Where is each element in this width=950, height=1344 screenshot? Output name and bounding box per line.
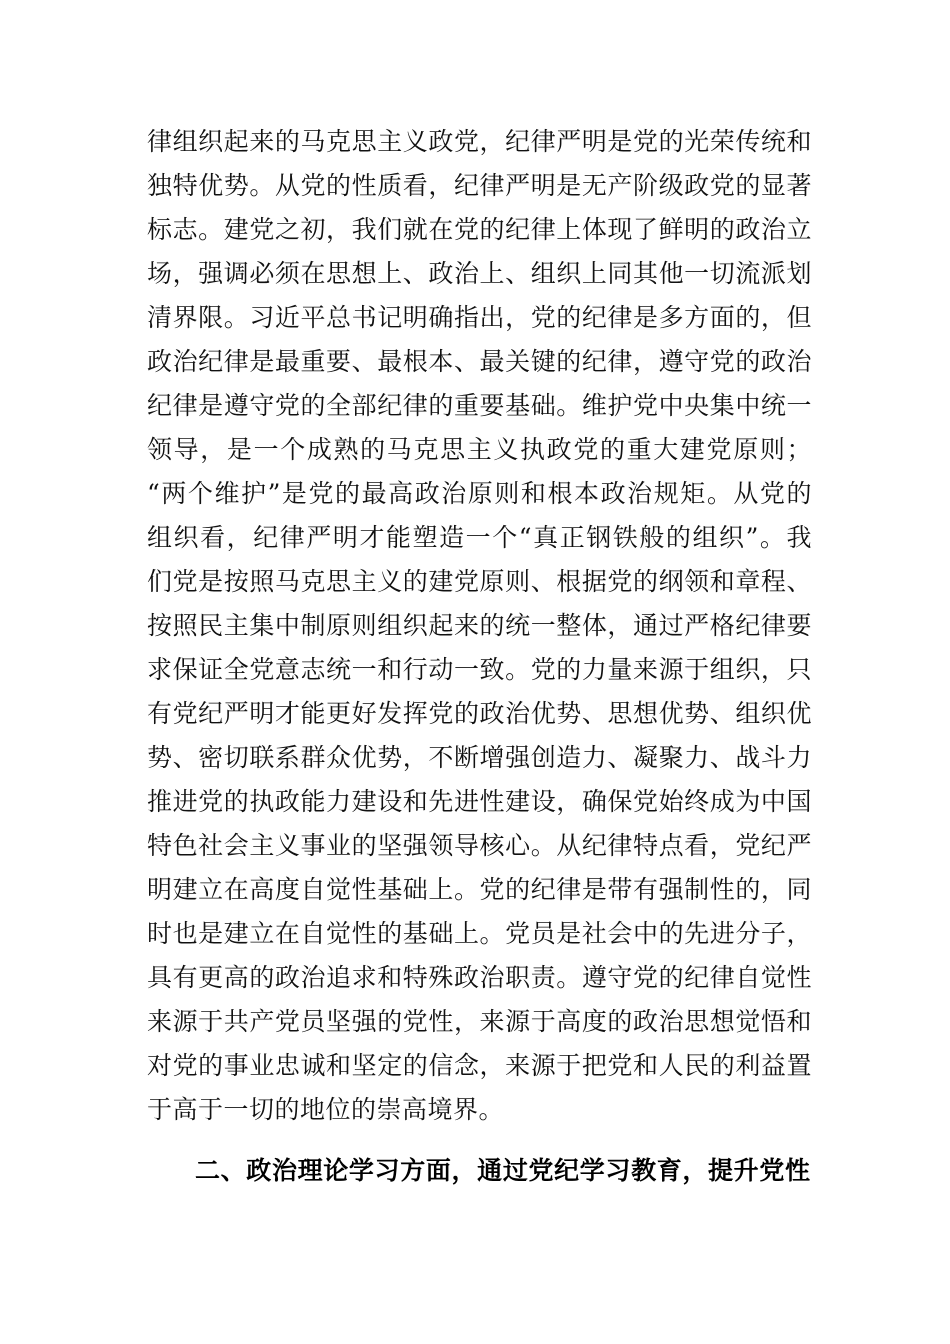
paragraph-line: 势、密切联系群众优势，不断增强创造力、凝聚力、战斗力 [147,743,812,772]
paragraph-line: 特色社会主义事业的坚强领导核心。从纪律特点看，党纪严 [147,831,812,860]
paragraph-line: 有党纪严明才能更好发挥党的政治优势、思想优势、组织优 [147,699,812,728]
paragraph-line: 对党的事业忠诚和坚定的信念，来源于把党和人民的利益置 [147,1051,812,1080]
section-heading: 二、政治理论学习方面，通过党纪学习教育，提升党性 [195,1156,810,1185]
body-paragraph [147,120,812,1132]
paragraph-line: 按照民主集中制原则组织起来的统一整体，通过严格纪律要 [147,611,812,640]
paragraph-line: 标志。建党之初，我们就在党的纪律上体现了鲜明的政治立 [147,215,812,244]
paragraph-line: 政治纪律是最重要、最根本、最关键的纪律，遵守党的政治 [147,347,812,376]
paragraph-line: 独特优势。从党的性质看，纪律严明是无产阶级政党的显著 [147,171,812,200]
paragraph-line: 场，强调必须在思想上、政治上、组织上同其他一切流派划 [147,259,812,288]
paragraph-line: 律组织起来的马克思主义政党，纪律严明是党的光荣传统和 [147,127,812,156]
paragraph-line: 时也是建立在自觉性的基础上。党员是社会中的先进分子， [147,919,812,948]
paragraph-line: 来源于共产党员坚强的党性，来源于高度的政治思想觉悟和 [147,1007,812,1036]
paragraph-line: 们党是按照马克思主义的建党原则、根据党的纲领和章程、 [147,567,812,596]
paragraph-line: 推进党的执政能力建设和先进性建设，确保党始终成为中国 [147,787,812,816]
paragraph-line: 纪律是遵守党的全部纪律的重要基础。维护党中央集中统一 [147,391,812,420]
paragraph-line: 求保证全党意志统一和行动一致。党的力量来源于组织，只 [147,655,812,684]
paragraph-line: 清界限。习近平总书记明确指出，党的纪律是多方面的，但 [147,303,812,332]
paragraph-line: 于高于一切的地位的崇高境界。 [147,1095,505,1124]
paragraph-line: 领导，是一个成熟的马克思主义执政党的重大建党原则； [147,435,812,464]
paragraph-line: 具有更高的政治追求和特殊政治职责。遵守党的纪律自觉性 [147,963,812,992]
paragraph-line: 明建立在高度自觉性基础上。党的纪律是带有强制性的，同 [147,875,812,904]
paragraph-line: “两个维护”是党的最高政治原则和根本政治规矩。从党的 [147,479,812,508]
paragraph-line: 组织看，纪律严明才能塑造一个“真正钢铁般的组织”。我 [147,523,812,552]
